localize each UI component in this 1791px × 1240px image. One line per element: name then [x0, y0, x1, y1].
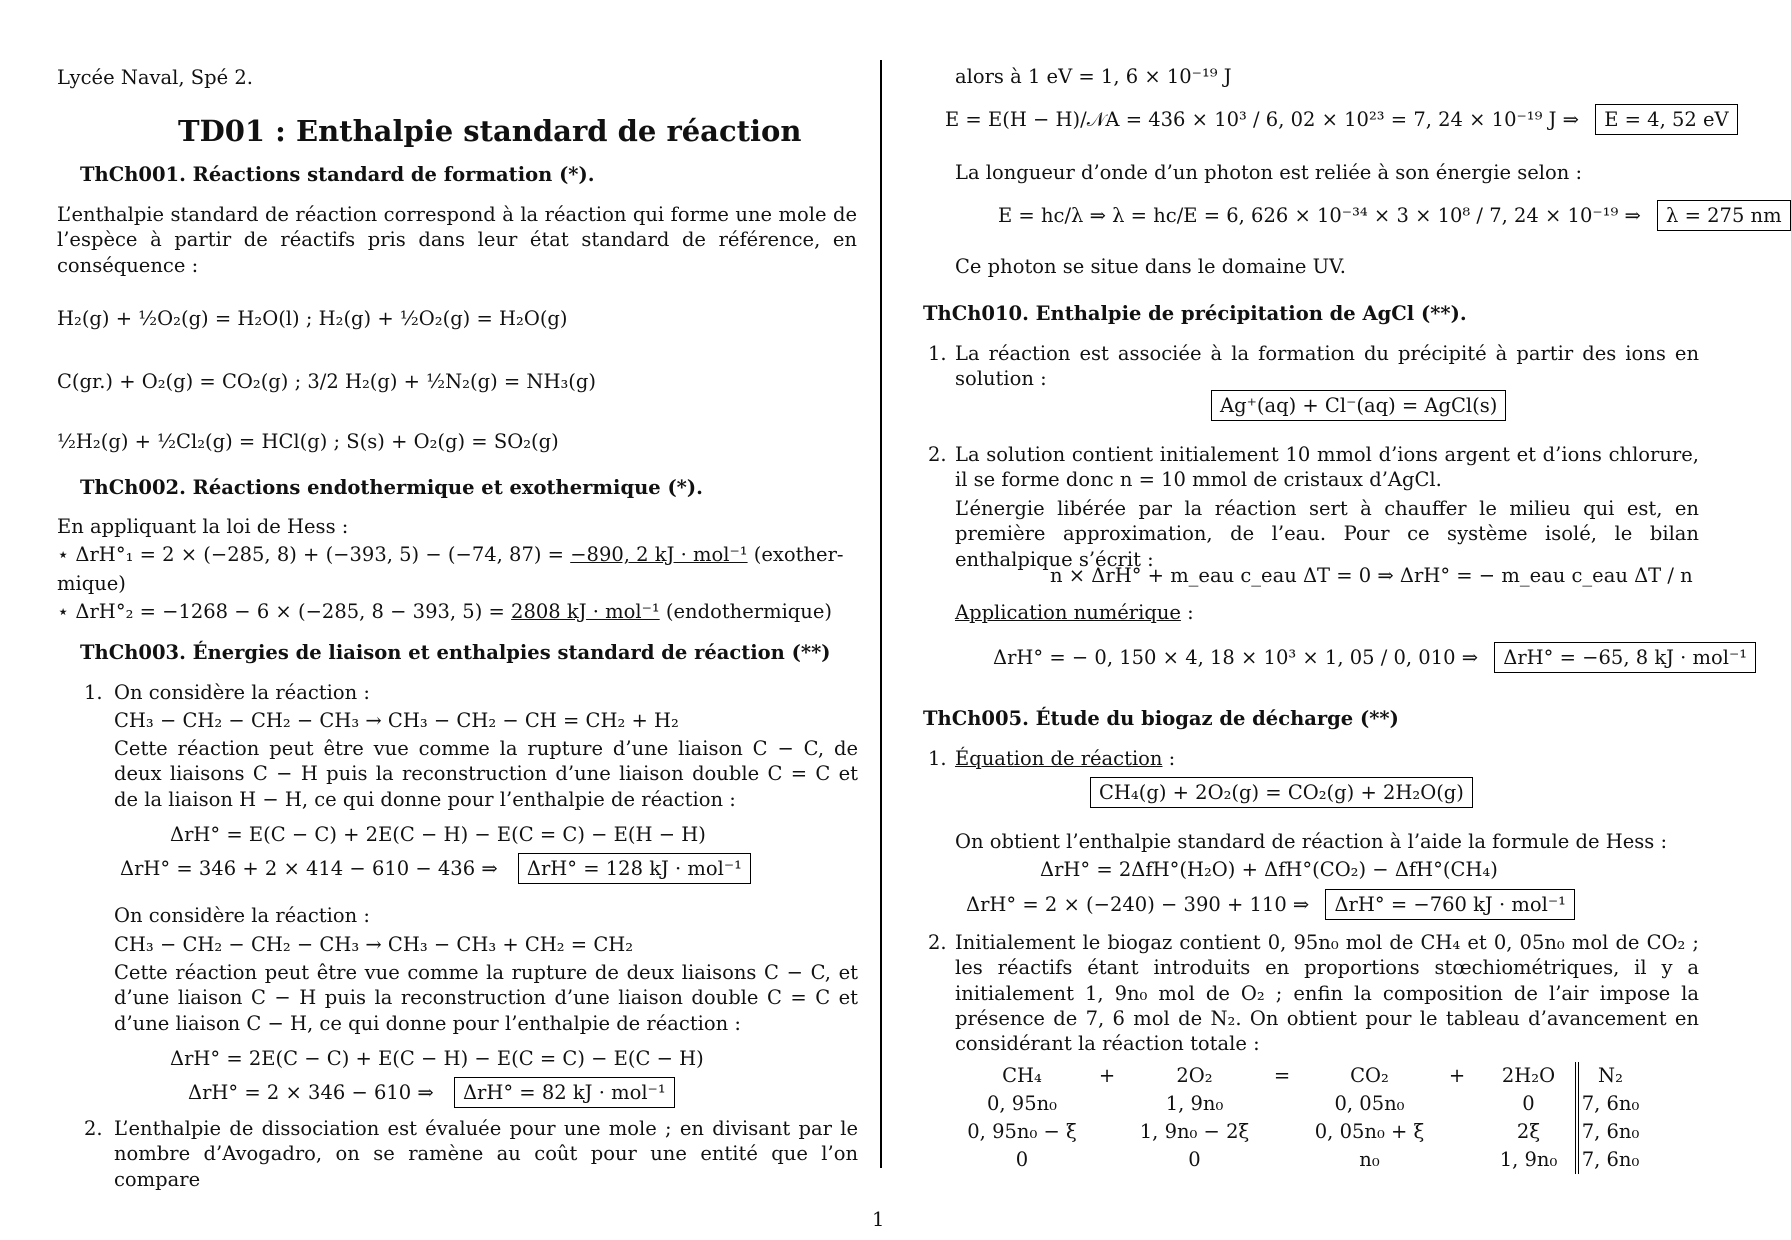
table-cell — [1082, 1090, 1132, 1118]
advancement-table — [962, 1062, 1642, 1174]
table-cell — [1432, 1146, 1482, 1174]
equation: ΔrH° = E(C − C) + 2E(C − H) − E(C = C) − E(H − H) — [170, 823, 706, 846]
table-header-cell: N₂ — [1577, 1062, 1642, 1090]
table-header-cell: 2H₂O — [1501, 1064, 1556, 1088]
table-cell: 1, 9n₀ — [1165, 1092, 1224, 1116]
equation: n × ΔrH° + m_eau c_eau ΔT = 0 ⇒ ΔrH° = − m_eau c_eau ΔT / n — [1050, 564, 1693, 587]
table-header-cell: 2O₂ — [1176, 1064, 1213, 1088]
paragraph: La solution contient initialement 10 mmol d’ions argent et d’ions chlorure, il se forme donc n = 10 mmol de cristaux d’AgCl. — [955, 443, 1699, 492]
table-row — [962, 1146, 1642, 1174]
paragraph: En appliquant la loi de Hess : — [57, 515, 349, 538]
boxed-equation: Ag⁺(aq) + Cl⁻(aq) = AgCl(s) — [1211, 390, 1506, 421]
text: : — [1162, 747, 1176, 770]
paragraph: Cette réaction peut être vue comme la rupture de deux liaisons C − C, et d’une liaison C − H puis la reconstruction d’une liaison double C = C et d’une liaison C − H, ce qui donne pour l’enthalpie de réaction : — [114, 961, 858, 1035]
table-header-row — [962, 1062, 1642, 1090]
label: Équation de réaction — [955, 747, 1163, 770]
list-number: 1. — [84, 681, 103, 704]
table-cell — [1432, 1118, 1482, 1146]
list-number: 1. — [928, 747, 947, 770]
equation-line — [57, 599, 832, 624]
paragraph: On considère la réaction : — [114, 904, 370, 927]
list-number: 2. — [84, 1117, 103, 1140]
table-cell — [1432, 1090, 1482, 1118]
section-heading-thch001: ThCh001. Réactions standard de formation (*). — [80, 163, 595, 186]
equation-line — [993, 642, 1756, 673]
table-cell: 7, 6n₀ — [1577, 1146, 1642, 1174]
page-number: 1 — [872, 1208, 885, 1231]
paragraph: On considère la réaction : — [114, 681, 370, 704]
table-header-cell: CH₄ — [1002, 1064, 1042, 1088]
equation: ΔrH° = 2 × 346 − 610 ⇒ — [188, 1081, 434, 1104]
equation-line — [188, 1077, 675, 1108]
equation-line — [966, 889, 1575, 920]
table-header-cell: + — [1448, 1064, 1466, 1088]
paragraph: La longueur d’onde d’un photon est reliée à son énergie selon : — [955, 161, 1583, 184]
equation-line — [57, 542, 844, 567]
equation: H₂(g) + ½O₂(g) = H₂O(l) ; H₂(g) + ½O₂(g) = H₂O(g) — [57, 307, 568, 330]
text: alors à 1 eV = 1, 6 × 10⁻¹⁹ J — [955, 65, 1232, 88]
equation: ⋆ ΔrH°₂ = −1268 − 6 × (−285, 8 − 393, 5) = — [57, 600, 505, 623]
label: Application numérique — [955, 601, 1181, 624]
header-text: Lycée Naval, Spé 2. — [57, 66, 253, 89]
table-cell — [1257, 1118, 1307, 1146]
paragraph: L’enthalpie de dissociation est évaluée pour une mole ; en divisant par le nombre d’Avogadro, on se ramène au coût pour une entité que l’on compare — [114, 1117, 858, 1191]
text-line — [955, 600, 1194, 625]
paragraph: La réaction est associée à la formation du précipité à partir des ions en solution : — [955, 342, 1699, 391]
table-header-cell: CO₂ — [1350, 1064, 1389, 1088]
equation: E = hc/λ ⇒ λ = hc/E = 6, 626 × 10⁻³⁴ × 3 × 10⁸ / 7, 24 × 10⁻¹⁹ ⇒ — [998, 204, 1641, 227]
reaction: CH₃ − CH₂ − CH₂ − CH₃ → CH₃ − CH₃ + CH₂ = CH₂ — [114, 933, 634, 956]
section-heading-thch003: ThCh003. Énergies de liaison et enthalpies standard de réaction (**) — [80, 641, 831, 664]
paragraph: L’enthalpie standard de réaction correspond à la réaction qui forme une mole de l’espèce à partir de réactifs pris dans leur état standard de référence, en conséquence : — [57, 203, 857, 277]
section-heading-thch010: ThCh010. Enthalpie de précipitation de AgCl (**). — [923, 302, 1467, 325]
equation: C(gr.) + O₂(g) = CO₂(g) ; 3/2 H₂(g) + ½N₂(g) = NH₃(g) — [57, 370, 596, 393]
boxed-result: E = 4, 52 eV — [1595, 104, 1737, 135]
table-row — [962, 1090, 1642, 1118]
table-header-cell: = — [1273, 1064, 1291, 1088]
boxed-result: ΔrH° = −760 kJ · mol⁻¹ — [1325, 889, 1574, 920]
text: : — [1180, 601, 1194, 624]
equation: ⋆ ΔrH°₁ = 2 × (−285, 8) + (−393, 5) − (−74, 87) = — [57, 543, 564, 566]
boxed-result: λ = 275 nm — [1657, 200, 1791, 231]
paragraph: Initialement le biogaz contient 0, 95n₀ mol de CH₄ et 0, 05n₀ mol de CO₂ ; les réactifs étant introduits en proportions stœchiométriques, il y a initialement 1, 9n₀ mol de O₂ ; enfin la composition de l’air impose la présence de 7, 6 mol de N₂. On obtient pour le tableau d’avancement en considérant la réaction totale : — [955, 931, 1699, 1056]
table-cell: 1, 9n₀ − 2ξ — [1139, 1120, 1250, 1144]
paragraph: Ce photon se situe dans le domaine UV. — [955, 255, 1346, 278]
table-cell: 0 — [1522, 1092, 1535, 1116]
boxed-result: ΔrH° = 128 kJ · mol⁻¹ — [518, 853, 751, 884]
table-cell — [1257, 1146, 1307, 1174]
equation: ΔrH° = 2E(C − C) + E(C − H) − E(C = C) − E(C − H) — [170, 1047, 704, 1070]
text-line — [955, 746, 1175, 771]
equation: ΔrH° = − 0, 150 × 4, 18 × 10³ × 1, 05 / 0, 010 ⇒ — [993, 646, 1479, 669]
boxed-result: ΔrH° = −65, 8 kJ · mol⁻¹ — [1494, 642, 1756, 673]
equation: ΔrH° = 2 × (−240) − 390 + 110 ⇒ — [966, 893, 1310, 916]
table-cell: 0, 95n₀ − ξ — [967, 1120, 1077, 1144]
list-number: 2. — [928, 443, 947, 466]
table-cell: n₀ — [1359, 1148, 1380, 1172]
equation: ΔrH° = 346 + 2 × 414 − 610 − 436 ⇒ — [120, 857, 498, 880]
equation: E = E(H − H)/𝒩A = 436 × 10³ / 6, 02 × 10²³ = 7, 24 × 10⁻¹⁹ J ⇒ — [945, 108, 1579, 131]
table-cell — [1257, 1090, 1307, 1118]
table-cell: 1, 9n₀ — [1499, 1148, 1558, 1172]
page-title: TD01 : Enthalpie standard de réaction — [178, 114, 802, 148]
reaction: CH₃ − CH₂ − CH₂ − CH₃ → CH₃ − CH₂ − CH = CH₂ + H₂ — [114, 709, 679, 732]
text: mique) — [57, 572, 126, 595]
table-cell: 0 — [1015, 1148, 1029, 1172]
paragraph: L’énergie libérée par la réaction sert à chauffer le milieu qui est, en première approximation, de l’eau. Pour ce système isolé, le bilan enthalpique s’écrit : — [955, 497, 1699, 571]
list-number: 1. — [928, 342, 947, 365]
table-cell — [1082, 1118, 1132, 1146]
table-cell: 0, 05n₀ + ξ — [1314, 1120, 1425, 1144]
table-cell: 0, 05n₀ — [1334, 1092, 1405, 1116]
table-row — [962, 1118, 1642, 1146]
table-header-cell: + — [1098, 1064, 1116, 1088]
boxed-equation: CH₄(g) + 2O₂(g) = CO₂(g) + 2H₂O(g) — [1090, 777, 1473, 808]
column-divider — [880, 60, 882, 1168]
table-cell: 7, 6n₀ — [1577, 1118, 1642, 1146]
equation: ΔrH° = 2ΔfH°(H₂O) + ΔfH°(CO₂) − ΔfH°(CH₄) — [1040, 858, 1498, 881]
boxed-result: ΔrH° = 82 kJ · mol⁻¹ — [454, 1077, 675, 1108]
table-cell — [1082, 1146, 1132, 1174]
result: −890, 2 kJ · mol⁻¹ — [570, 543, 748, 566]
table-cell: 2ξ — [1516, 1120, 1541, 1144]
table-cell: 7, 6n₀ — [1577, 1090, 1642, 1118]
paragraph: Cette réaction peut être vue comme la rupture d’une liaison C − C, de deux liaisons C − H puis la reconstruction d’une liaison double C = C et de la liaison H − H, ce qui donne pour l’enthalpie de réaction : — [114, 737, 858, 811]
equation-line — [998, 200, 1791, 231]
equation-line — [120, 853, 751, 884]
table-cell: 0, 95n₀ — [987, 1092, 1057, 1116]
result: 2808 kJ · mol⁻¹ — [511, 600, 660, 623]
paragraph: On obtient l’enthalpie standard de réaction à l’aide la formule de Hess : — [955, 830, 1668, 853]
section-heading-thch005: ThCh005. Étude du biogaz de décharge (**) — [923, 707, 1399, 730]
equation: ½H₂(g) + ½Cl₂(g) = HCl(g) ; S(s) + O₂(g) = SO₂(g) — [57, 430, 559, 453]
section-heading-thch002: ThCh002. Réactions endothermique et exothermique (*). — [80, 476, 703, 499]
list-number: 2. — [928, 931, 947, 954]
text: (exother- — [753, 543, 844, 566]
text: (endothermique) — [665, 600, 832, 623]
table-cell: 0 — [1188, 1148, 1201, 1172]
equation-line — [945, 104, 1738, 135]
